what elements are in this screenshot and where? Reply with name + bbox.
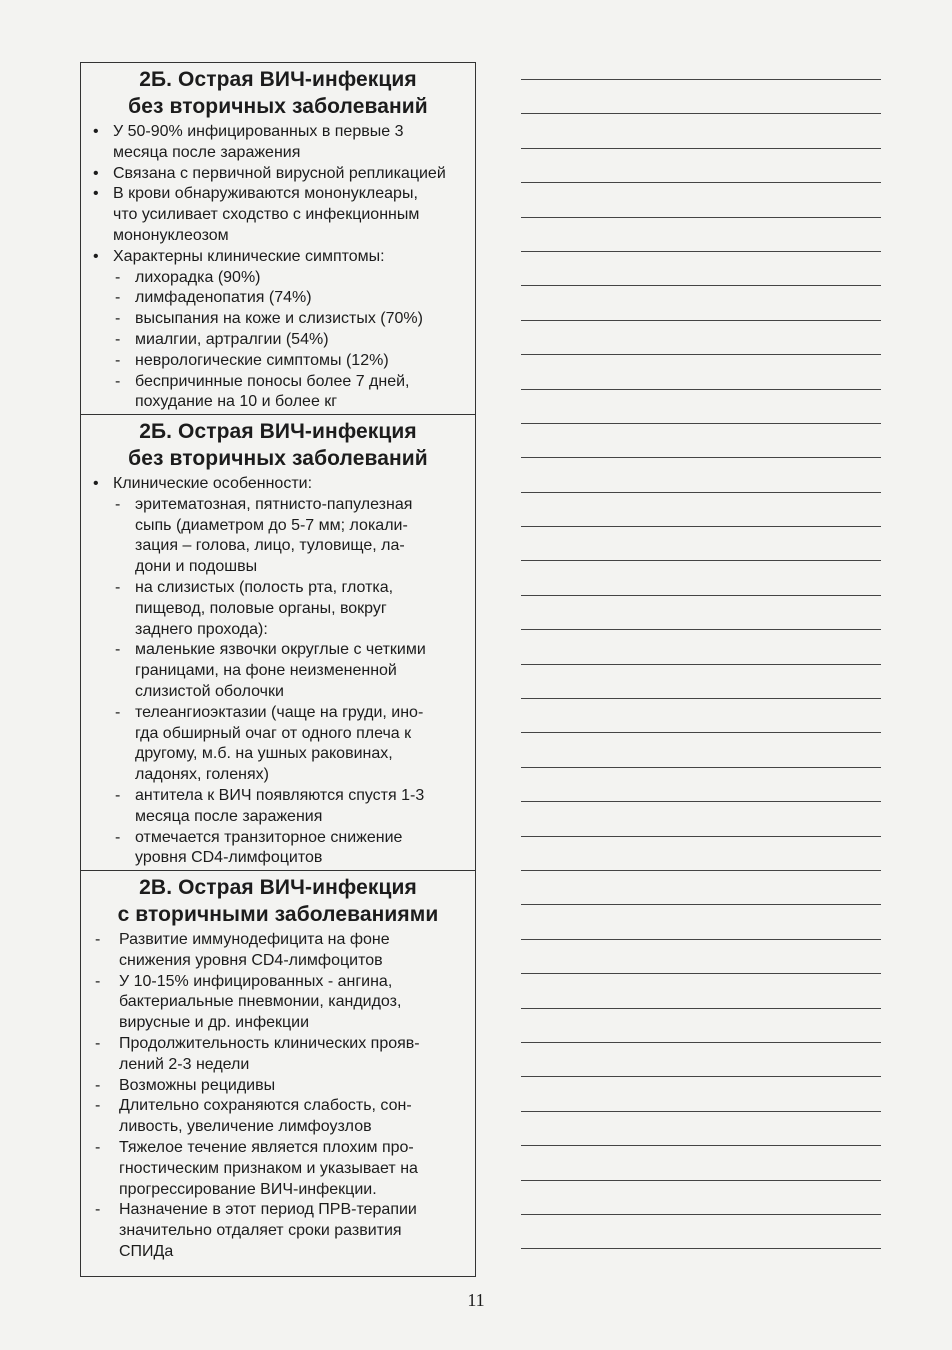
sub-item [89, 309, 467, 330]
item-text-line: маленькие язвочки округлые с четкими [135, 641, 426, 659]
dash-marker: - [115, 578, 121, 596]
dash-item [89, 1034, 467, 1076]
note-line [521, 148, 881, 149]
note-line [521, 79, 881, 80]
item-text-line: месяца после заражения [135, 807, 323, 825]
note-line [521, 285, 881, 286]
dash-item [89, 1096, 467, 1138]
item-text-line: Развитие иммунодефицита на фоне [119, 931, 390, 948]
item-text-line: на слизистых (полость рта, глотка, [135, 578, 394, 596]
item-text-line: Возможны рецидивы [119, 1076, 276, 1094]
sub-item [89, 372, 467, 414]
note-line [521, 767, 881, 768]
slide-list [89, 930, 467, 1263]
dash-marker: - [115, 372, 121, 390]
item-text-line: гностическим признаком и указывает на [119, 1159, 418, 1177]
dash-marker: - [95, 1138, 101, 1156]
slide-acute-hiv-without-secondary-2 [80, 414, 476, 870]
item-text-line: лимфаденопатия (74%) [135, 289, 312, 307]
note-line [521, 698, 881, 699]
note-line [521, 492, 881, 493]
slide-title-line: 2Б. Острая ВИЧ-инфекция [139, 68, 417, 91]
dash-marker: - [95, 1097, 101, 1115]
item-text-line: пищевод, половые органы, вокруг [135, 599, 387, 617]
item-text-line: гда обширный очаг от одного плеча к [135, 724, 412, 742]
slide-title-line: без вторичных заболеваний [128, 447, 428, 470]
item-text-line: похудание на 10 и более кг [135, 393, 338, 411]
bullet-marker: • [93, 164, 99, 182]
page-number: 11 [467, 1290, 485, 1310]
item-text-line: миалгии, артралгии (54%) [135, 330, 329, 348]
item-text-line: заднего прохода): [135, 620, 268, 638]
item-text-line: беспричинные поносы более 7 дней, [135, 372, 410, 390]
item-text-line: другому, м.б. на ушных раковинах, [135, 745, 393, 763]
dash-marker: - [115, 330, 121, 348]
note-line [521, 457, 881, 458]
note-line [521, 629, 881, 630]
note-line [521, 389, 881, 390]
item-text-line: высыпания на коже и слизистых (70%) [135, 310, 423, 328]
slide-title [89, 66, 467, 120]
dash-marker: - [95, 931, 101, 948]
item-text-line: В крови обнаруживаются мононуклеары, [113, 185, 418, 203]
item-text-line: сыпь (диаметром до 5-7 мм; локали- [135, 516, 408, 534]
item-text-line: У 10-15% инфицированных - ангина, [119, 972, 393, 990]
item-text-line: дони и подошвы [135, 558, 258, 576]
bullet-item [89, 247, 467, 268]
slide-list [89, 122, 467, 413]
bullet-item [89, 122, 467, 164]
item-text-line: вирусные и др. инфекции [119, 1014, 310, 1032]
note-line [521, 1042, 881, 1043]
sub-item [89, 578, 467, 640]
dash-marker: - [95, 1034, 101, 1052]
note-lines [521, 79, 881, 1283]
dash-marker: - [95, 972, 101, 990]
item-text-line: Клинические особенности: [113, 475, 313, 492]
slide-title [89, 874, 467, 928]
bullet-item [89, 184, 467, 246]
note-line [521, 973, 881, 974]
item-text-line: Характерны клинические симптомы: [113, 247, 385, 265]
note-line [521, 320, 881, 321]
item-text-line: лихорадка (90%) [135, 268, 261, 286]
bullet-marker: • [93, 247, 99, 265]
item-text-line: Длительно сохраняются слабость, сон- [119, 1097, 412, 1115]
sub-item [89, 703, 467, 786]
note-line [521, 1214, 881, 1215]
slide-title-line: с вторичными заболеваниями [117, 903, 439, 926]
item-text-line: прогрессирование ВИЧ-инфекции. [119, 1180, 377, 1198]
item-text-line: Назначение в этот период ПРВ-терапии [119, 1201, 417, 1219]
note-line [521, 182, 881, 183]
slide-title-line: 2Б. Острая ВИЧ-инфекция [139, 420, 417, 443]
item-text-line: значительно отдаляет сроки развития [119, 1222, 402, 1240]
item-text-line: Тяжелое течение является плохим про- [119, 1138, 414, 1156]
slide-list [89, 474, 467, 869]
dash-marker: - [115, 641, 121, 659]
item-text-line: слизистой оболочки [135, 682, 284, 700]
slide-acute-hiv-with-secondary [80, 870, 476, 1277]
note-line [521, 1076, 881, 1077]
item-text-line: ливость, увеличение лимфоузлов [119, 1118, 372, 1136]
bullet-marker: • [93, 475, 99, 492]
bullet-marker: • [93, 123, 99, 140]
slide-title-line: без вторичных заболеваний [128, 95, 428, 118]
note-line [521, 801, 881, 802]
item-text-line: неврологические симптомы (12%) [135, 351, 389, 369]
item-text-line: мононуклеозом [113, 226, 229, 244]
bullet-marker: • [93, 185, 99, 203]
item-text-line: бактериальные пневмонии, кандидоз, [119, 993, 402, 1011]
sub-item [89, 288, 467, 309]
note-line [521, 354, 881, 355]
note-line [521, 1111, 881, 1112]
slide-acute-hiv-without-secondary-1 [80, 62, 476, 414]
slide-title [89, 418, 467, 472]
bullet-item [89, 474, 467, 495]
dash-item [89, 1138, 467, 1200]
note-line [521, 904, 881, 905]
note-line [521, 870, 881, 871]
note-line [521, 560, 881, 561]
dash-item [89, 930, 467, 972]
dash-marker: - [95, 1201, 101, 1219]
item-text-line: У 50-90% инфицированных в первые 3 [113, 123, 404, 140]
note-line [521, 664, 881, 665]
dash-marker: - [95, 1076, 101, 1094]
dash-marker: - [115, 703, 121, 721]
note-line [521, 595, 881, 596]
sub-item [89, 786, 467, 828]
note-line [521, 836, 881, 837]
item-text-line: антитела к ВИЧ появляются спустя 1-3 [135, 786, 425, 804]
dash-item [89, 1076, 467, 1097]
item-text-line: лений 2-3 недели [119, 1055, 250, 1073]
item-text-line: телеангиоэктазии (чаще на груди, ино- [135, 703, 424, 721]
note-line [521, 1145, 881, 1146]
slides-column [80, 62, 476, 1277]
dash-marker: - [115, 786, 121, 804]
sub-item [89, 268, 467, 289]
item-text-line: отмечается транзиторное снижение [135, 828, 403, 846]
item-text-line: Связана с первичной вирусной репликацией [113, 164, 446, 182]
dash-marker: - [115, 351, 121, 369]
item-text-line: зация – голова, лицо, туловище, ла- [135, 537, 405, 555]
note-line [521, 732, 881, 733]
dash-marker: - [115, 310, 121, 328]
note-line [521, 939, 881, 940]
sub-item [89, 495, 467, 578]
note-line [521, 1180, 881, 1181]
item-text-line: что усиливает сходство с инфекционным [113, 206, 420, 224]
slide-title-line: 2В. Острая ВИЧ-инфекция [139, 876, 417, 899]
note-line [521, 217, 881, 218]
dash-item [89, 972, 467, 1034]
note-line [521, 423, 881, 424]
item-text-line: Продолжительность клинических прояв- [119, 1034, 420, 1052]
note-line [521, 251, 881, 252]
note-line [521, 1008, 881, 1009]
item-text-line: СПИДа [119, 1242, 174, 1260]
dash-marker: - [115, 495, 121, 513]
item-text-line: ладонях, голенях) [135, 766, 269, 784]
item-text-line: уровня CD4-лимфоцитов [135, 849, 323, 867]
dash-item [89, 1200, 467, 1262]
note-line [521, 113, 881, 114]
sub-item [89, 351, 467, 372]
item-text-line: эритематозная, пятнисто-папулезная [135, 495, 413, 513]
item-text-line: границами, на фоне неизмененной [135, 662, 397, 680]
sub-item [89, 330, 467, 351]
bullet-item [89, 164, 467, 185]
item-text-line: месяца после заражения [113, 143, 301, 161]
item-text-line: снижения уровня CD4-лимфоцитов [119, 951, 383, 969]
dash-marker: - [115, 828, 121, 846]
dash-marker: - [115, 268, 121, 286]
sub-item [89, 640, 467, 702]
sub-item [89, 828, 467, 870]
dash-marker: - [115, 289, 121, 307]
note-line [521, 526, 881, 527]
note-line [521, 1248, 881, 1249]
